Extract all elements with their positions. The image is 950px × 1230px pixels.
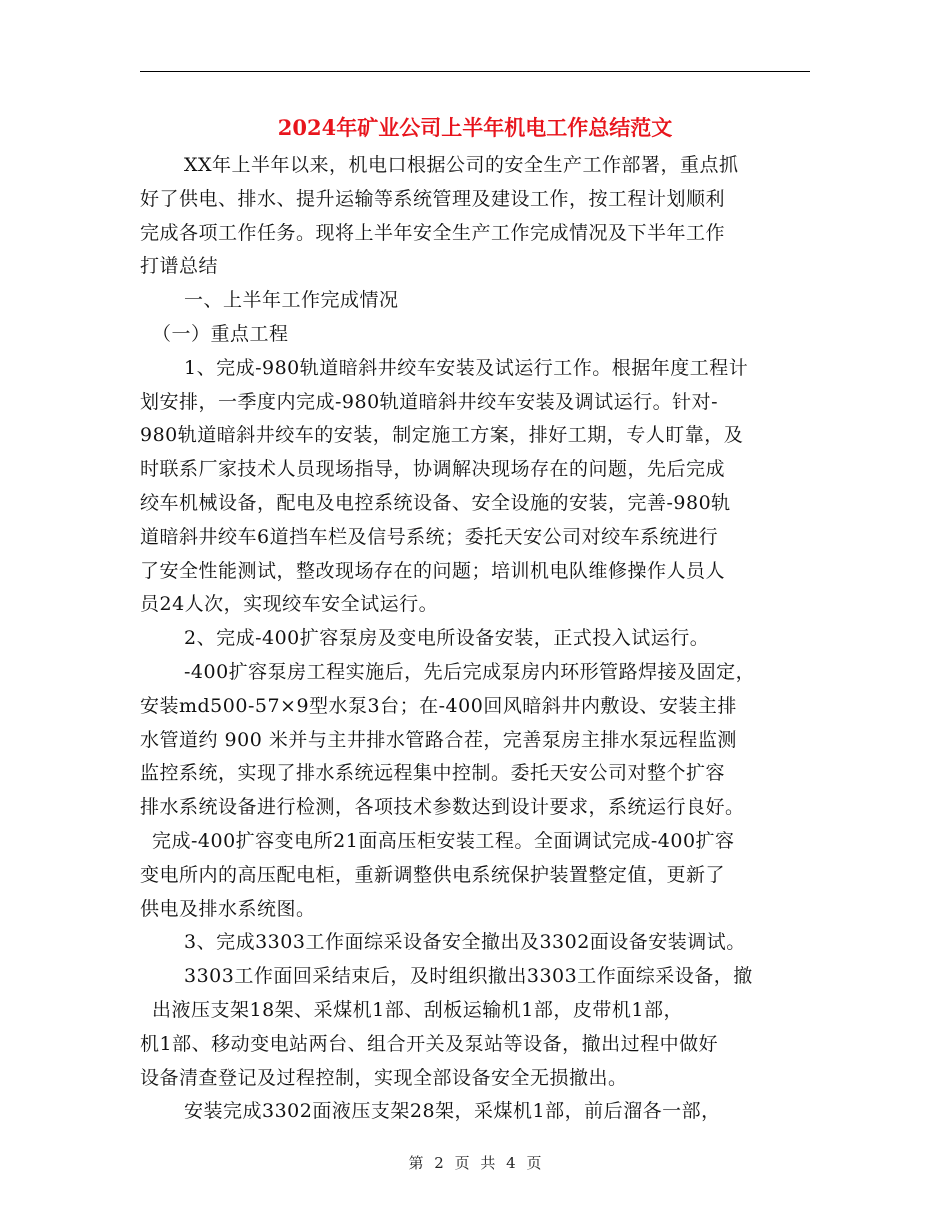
paragraph-line: 完成-400扩容变电所21面高压柜安装工程。全面调试完成-400扩容 (152, 829, 735, 852)
paragraph-line: 好了供电、排水、提升运输等系统管理及建设工作，按工程计划顺利 (140, 187, 726, 210)
paragraph-line: -400扩容泵房工程实施后，先后完成泵房内环形管路焊接及固定， (184, 660, 756, 683)
paragraph-line: 设备清查登记及过程控制，实现全部设备安全无损撤出。 (140, 1066, 628, 1089)
document-title: 2024年矿业公司上半年机电工作总结范文 (277, 115, 673, 140)
section-heading: 一、上半年工作完成情况 (184, 289, 399, 312)
paragraph-line: 划安排，一季度内完成-980轨道暗斜井绞车安装及调试运行。针对- (140, 390, 719, 413)
paragraph-line: 安装完成3302面液压支架28架，采煤机1部，前后溜各一部， (184, 1100, 721, 1123)
paragraph-line: 绞车机械设备，配电及电控系统设备、安全设施的安装，完善-980轨 (140, 491, 731, 514)
paragraph-line: 员24人次，实现绞车安全试运行。 (140, 593, 439, 616)
paragraph-line: 安装md500-57×9型水泵3台；在-400回风暗斜井内敷设、安装主排 (140, 694, 737, 717)
paragraph-line: 了安全性能测试，整改现场存在的问题；培训机电队维修操作人员人 (140, 559, 726, 582)
document-body (140, 149, 810, 1129)
paragraph-line: 水管道约 900 米并与主井排水管路合茬，完善泵房主排水泵远程监测 (140, 728, 737, 751)
paragraph-line: 机1部、移动变电站两台、组合开关及泵站等设备，撤出过程中做好 (140, 1032, 719, 1055)
paragraph-line: 打谱总结 (140, 255, 219, 278)
paragraph-line: 供电及排水系统图。 (140, 897, 316, 920)
paragraph-line: 980轨道暗斜井绞车的安装，制定施工方案，排好工期，专人盯靠，及 (140, 424, 744, 447)
paragraph-line: 1、完成-980轨道暗斜井绞车安装及试运行工作。根据年度工程计 (184, 356, 749, 379)
paragraph-line: XX年上半年以来，机电口根据公司的安全生产工作部署，重点抓 (184, 154, 739, 176)
paragraph-line: 道暗斜井绞车6道挡车栏及信号系统；委托天安公司对绞车系统进行 (140, 525, 719, 548)
paragraph-line: 3、完成3303工作面综采设备安全撤出及3302面设备安装调试。 (184, 931, 746, 954)
paragraph-line: 出液压支架18架、采煤机1部、刮板运输机1部，皮带机1部， (152, 998, 683, 1021)
paragraph-line: 监控系统，实现了排水系统远程集中控制。委托天安公司对整个扩容 (140, 762, 726, 785)
paragraph-line: 时联系厂家技术人员现场指导，协调解决现场存在的问题，先后完成 (140, 458, 726, 481)
page-footer: 第 2 页 共 4 页 (408, 1154, 542, 1172)
paragraph-line: 完成各项工作任务。现将上半年安全生产工作完成情况及下半年工作 (140, 221, 726, 244)
paragraph-line: 排水系统设备进行检测，各项技术参数达到设计要求，系统运行良好。 (140, 796, 745, 819)
paragraph-line: 2、完成-400扩容泵房及变电所设备安装，正式投入试运行。 (184, 627, 710, 650)
subsection-heading: （一）重点工程 (152, 322, 289, 345)
paragraph-line: 变电所内的高压配电柜，重新调整供电系统保护装置整定值，更新了 (140, 863, 726, 886)
paragraph-line: 3303工作面回采结束后，及时组织撤出3303工作面综采设备，撤 (184, 965, 753, 988)
header-rule (140, 71, 810, 72)
